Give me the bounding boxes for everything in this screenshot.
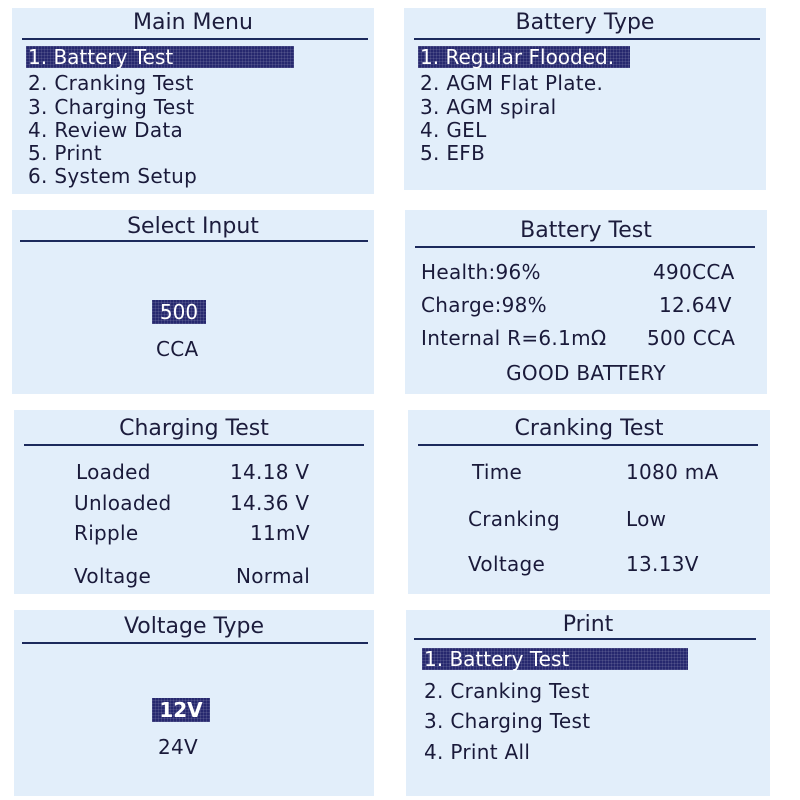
health-readout: Health:96%: [421, 260, 541, 284]
cranking-voltage-value: 13.13V: [626, 552, 699, 576]
cranking-test-title: Cranking Test: [514, 416, 664, 441]
main-menu-item-battery-test[interactable]: [26, 46, 294, 68]
battery-test-result: GOOD BATTERY: [506, 361, 666, 385]
time-label: Time: [472, 460, 523, 484]
main-menu-divider: [22, 38, 368, 40]
battery-test-title: Battery Test: [520, 218, 652, 243]
voltage-type-title: Voltage Type: [123, 614, 265, 639]
charging-test-title: Charging Test: [119, 416, 269, 441]
battery-type-item-gel[interactable]: 4. GEL: [420, 118, 487, 142]
battery-type-title: Battery Type: [515, 10, 655, 35]
cranking-label: Cranking: [468, 507, 561, 531]
main-menu-item-print[interactable]: 5. Print: [28, 141, 102, 165]
battery-type-item-regular-flooded[interactable]: [418, 46, 630, 68]
ripple-value: 11mV: [250, 521, 310, 545]
loaded-label: Loaded: [76, 460, 151, 484]
select-input-panel: [12, 210, 374, 394]
voltage-option-12v-label: 12V: [159, 698, 203, 722]
main-menu-item-charging-test[interactable]: 3. Charging Test: [28, 95, 195, 119]
battery-type-item-agm-flat-plate[interactable]: 2. AGM Flat Plate.: [420, 71, 604, 95]
charging-test-divider: [24, 444, 364, 446]
internal-resistance-readout: Internal R=6.1mΩ: [421, 326, 607, 350]
select-input-divider: [20, 240, 368, 242]
unloaded-value: 14.36 V: [230, 491, 310, 515]
main-menu-title: Main Menu: [133, 10, 253, 35]
print-divider: [414, 638, 756, 640]
main-menu-item-cranking-test[interactable]: 2. Cranking Test: [28, 71, 194, 95]
select-input-title: Select Input: [127, 214, 259, 239]
charge-readout: Charge:98%: [421, 293, 547, 317]
main-menu-item-system-setup[interactable]: 6. System Setup: [28, 164, 198, 188]
ripple-label: Ripple: [74, 521, 139, 545]
unloaded-label: Unloaded: [74, 491, 172, 515]
print-item-print-all[interactable]: 4. Print All: [424, 740, 531, 764]
charging-test-panel: [14, 410, 374, 594]
rated-cca-readout: 500 CCA: [647, 326, 736, 350]
select-input-unit: CCA: [156, 337, 199, 361]
battery-type-panel: [404, 8, 766, 190]
battery-type-item-efb[interactable]: 5. EFB: [420, 141, 486, 165]
battery-type-item-label: 1. Regular Flooded.: [420, 45, 615, 69]
battery-type-item-agm-spiral[interactable]: 3. AGM spiral: [420, 95, 557, 119]
cranking-voltage-label: Voltage: [468, 552, 546, 576]
print-item-label: 1. Battery Test: [424, 647, 570, 671]
print-item-battery-test[interactable]: [422, 648, 688, 670]
time-value: 1080 mA: [626, 460, 719, 484]
battery-type-divider: [414, 38, 760, 40]
voltage-type-divider: [22, 642, 368, 644]
voltage-option-12v[interactable]: [152, 698, 210, 722]
health-cca-readout: 490CCA: [653, 260, 735, 284]
print-item-charging-test[interactable]: 3. Charging Test: [424, 709, 591, 733]
voltage-option-24v[interactable]: 24V: [158, 735, 199, 759]
print-title: Print: [562, 612, 614, 637]
main-menu-item-review-data[interactable]: 4. Review Data: [28, 118, 184, 142]
voltage-type-panel: [14, 610, 374, 796]
cranking-value: Low: [626, 507, 667, 531]
loaded-value: 14.18 V: [230, 460, 310, 484]
main-menu-item-label: 1. Battery Test: [28, 45, 174, 69]
voltage-status-value: Normal: [236, 564, 311, 588]
print-panel: [406, 610, 770, 796]
battery-test-divider: [415, 246, 755, 248]
select-input-value[interactable]: [152, 300, 206, 324]
charge-voltage-readout: 12.64V: [659, 293, 732, 317]
print-item-cranking-test[interactable]: 2. Cranking Test: [424, 679, 590, 703]
select-input-value-text: 500: [159, 300, 199, 324]
voltage-label: Voltage: [74, 564, 152, 588]
cranking-test-divider: [418, 444, 758, 446]
battery-test-panel: [405, 210, 767, 394]
main-menu-panel: [12, 8, 374, 194]
cranking-test-panel: [408, 410, 770, 594]
